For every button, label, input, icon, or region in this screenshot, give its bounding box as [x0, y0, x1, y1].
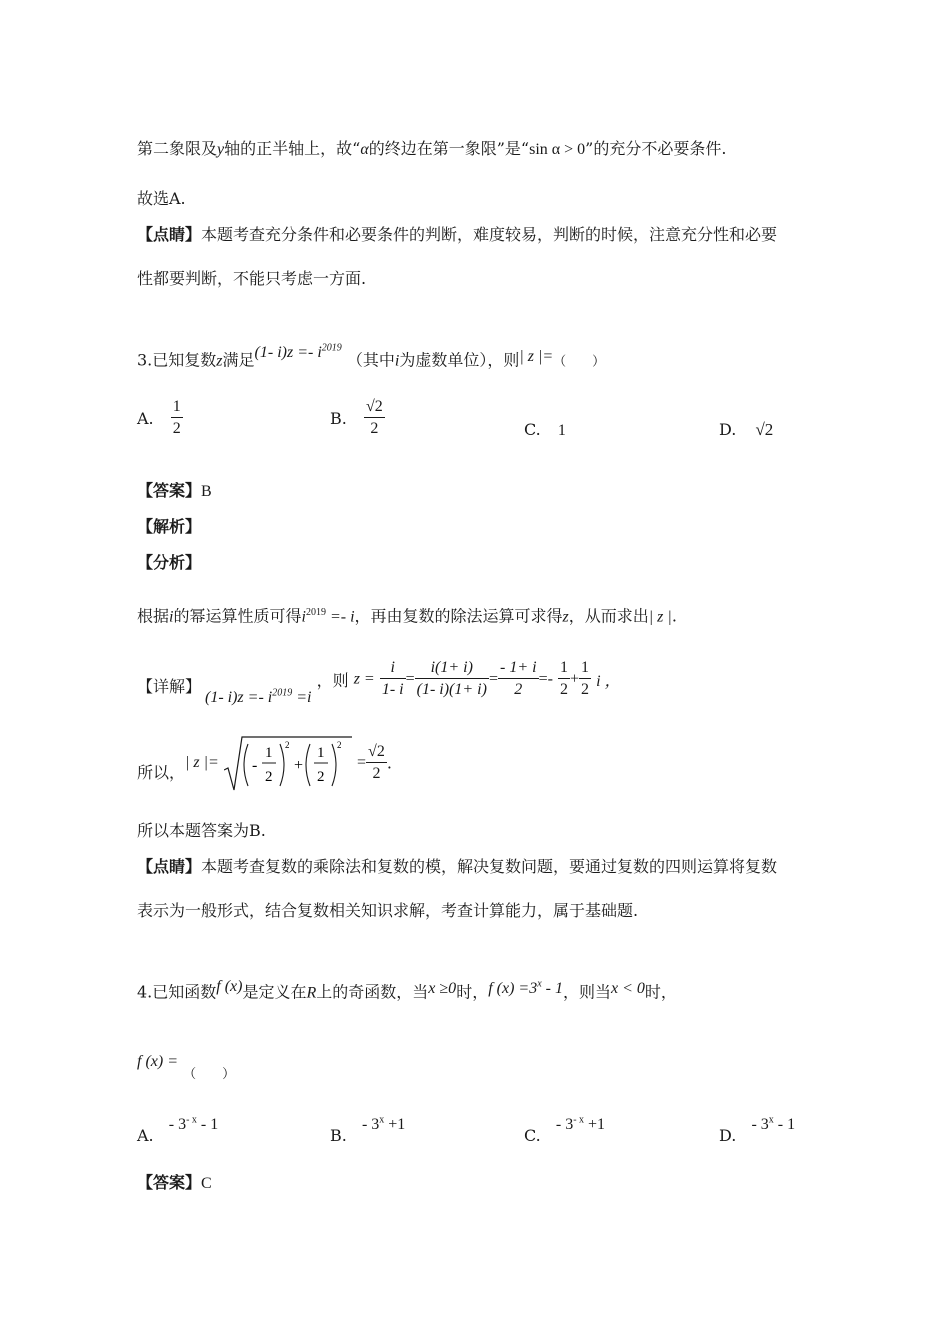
math-expr: x ≥0	[428, 980, 457, 998]
denominator: 2	[171, 417, 183, 440]
denominator: 2	[579, 678, 591, 701]
math-exponent: x	[537, 979, 542, 990]
svg-text:2: 2	[284, 740, 290, 750]
option-a	[137, 1114, 219, 1145]
math-expr	[255, 344, 342, 361]
text: 为虚数单位），则	[399, 350, 520, 370]
option-value	[556, 1116, 605, 1133]
text: 4.已知函数	[137, 982, 217, 1002]
answer-label: 【答案】	[137, 1173, 202, 1192]
math-expr: | z |=	[185, 754, 219, 771]
answer-label: 【答案】	[137, 481, 202, 500]
option-c	[524, 420, 566, 440]
sqrt-radical-icon	[224, 734, 352, 792]
math-exponent: 2019	[305, 607, 326, 618]
math-exponent: x	[379, 1114, 385, 1126]
option-label: C.	[524, 420, 541, 439]
tip-label: 【点睛】	[137, 857, 202, 876]
math-expr: f (x)	[216, 978, 243, 996]
math-text: - 3	[555, 1116, 574, 1133]
answer-paren: （ ）	[183, 1067, 236, 1082]
text: 时，	[644, 982, 677, 1002]
svg-text:+: +	[293, 757, 303, 774]
answer-line	[137, 1172, 212, 1195]
numerator: 1	[172, 398, 181, 415]
denominator: 2	[498, 678, 539, 701]
option-value	[169, 1116, 219, 1133]
math-var: i	[301, 608, 306, 626]
tip-line	[137, 224, 777, 246]
option-label: B.	[330, 1126, 347, 1145]
numerator: - 1+ i	[499, 659, 537, 676]
denominator: 2	[366, 762, 387, 785]
tip-line	[137, 856, 777, 878]
math-expr: z =	[353, 670, 375, 688]
numerator: 1	[581, 659, 590, 676]
denominator: 2	[558, 678, 570, 701]
denominator: 1- i	[380, 678, 406, 701]
modulus-equation: | z |= - 1 2 2 + 1 2 2 = $\frac{√2}{2}$ .	[185, 734, 392, 792]
text: ，再由复数的除法运算可求得	[354, 606, 563, 626]
tip-line-2: 性都要判断，不能只考虑一方面.	[137, 269, 367, 288]
numerator: i	[390, 659, 395, 676]
question-4-stem	[137, 978, 677, 1004]
math-op: =-	[538, 670, 553, 688]
text: 时，	[456, 982, 489, 1002]
text: ”的充分不必要条件.	[585, 139, 727, 158]
tip-line-2: 表示为一般形式，结合复数相关知识求解，考查计算能力，属于基础题.	[137, 901, 639, 920]
numerator: 1	[560, 659, 569, 676]
text: 满足	[222, 350, 255, 370]
answer-summary: 所以本题答案为B.	[137, 821, 266, 840]
text: ，从而求出	[568, 606, 649, 626]
option-label: A.	[137, 409, 154, 428]
numerator: √2	[368, 742, 385, 760]
math-text: f (x) =3	[488, 980, 538, 998]
option-c	[524, 1114, 606, 1145]
option-d	[719, 1114, 796, 1145]
denominator: 2	[364, 417, 385, 440]
numerator: i(1+ i)	[430, 659, 473, 676]
answer-paren: （ ）	[553, 354, 606, 370]
solution-line	[137, 138, 726, 161]
option-value	[751, 1116, 795, 1133]
math-text: +1	[384, 1116, 406, 1133]
math-var: z	[216, 352, 223, 370]
option-label: A.	[137, 1126, 154, 1145]
inner-denominator-2: 2	[316, 769, 325, 785]
math-text: - 1	[541, 980, 563, 998]
math-text: - 3	[751, 1116, 769, 1133]
option-value	[362, 1116, 405, 1133]
math-var: α	[360, 141, 369, 158]
math-var: y	[217, 141, 225, 158]
option-label: D.	[719, 1126, 737, 1145]
text: 根据	[137, 606, 170, 626]
math-var: i	[169, 608, 174, 626]
sqrt-expression	[224, 734, 352, 792]
svg-text:2: 2	[336, 740, 342, 750]
option-d	[719, 420, 773, 440]
math-text: (1- i)z =- i	[254, 344, 322, 362]
math-expr: | z |=	[519, 348, 554, 366]
option-label: D.	[719, 420, 737, 439]
conclusion-line: 故选A.	[137, 189, 186, 208]
math-expr: sin α > 0	[529, 141, 586, 158]
math-text: - 3	[361, 1116, 380, 1133]
answer-line	[137, 480, 212, 503]
math-text: +1	[584, 1116, 606, 1133]
text: 轴的正半轴上，故“	[224, 139, 361, 158]
question-3-stem	[137, 343, 606, 373]
denominator: (1- i)(1+ i)	[415, 678, 489, 701]
fraction	[498, 658, 539, 701]
option-value: √2	[755, 420, 774, 439]
inner-numerator-2: 1	[316, 745, 325, 761]
math-text: (1- i)z =- i	[205, 689, 273, 707]
fraction	[380, 658, 406, 701]
math-exponent: x	[768, 1114, 774, 1126]
svg-text:-: -	[251, 757, 258, 774]
fraction	[558, 658, 570, 701]
analysis-label: 【解析】	[137, 517, 202, 536]
math-exponent: - x	[573, 1114, 585, 1126]
math-text: - 1	[773, 1116, 796, 1133]
answer-value: B	[201, 483, 212, 500]
math-expr: f (x) =	[137, 1053, 178, 1070]
fraction	[366, 742, 387, 785]
answer-value: C	[201, 1175, 212, 1192]
numerator: √2	[365, 398, 383, 415]
option-label: B.	[330, 409, 347, 428]
tip-text: 本题考查复数的乘除法和复数的模，解决复数问题，要通过复数的四则运算将复数	[201, 857, 778, 876]
option-value: 1	[557, 422, 566, 439]
math-text: - 3	[168, 1116, 187, 1133]
tip-label: 【点睛】	[137, 225, 202, 244]
math-text: i ，	[596, 673, 621, 690]
option-a	[137, 397, 183, 440]
math-var: R	[306, 984, 317, 1002]
text: 的终边在第一象限”是“	[368, 139, 530, 158]
fraction	[171, 397, 183, 440]
text: ，则当	[562, 982, 611, 1002]
math-expr: | z |	[648, 608, 672, 626]
option-b	[330, 397, 385, 440]
text: 3.已知复数	[137, 350, 217, 370]
math-expr: =- i	[325, 608, 355, 626]
text: ，则	[316, 671, 349, 690]
fraction	[364, 397, 385, 440]
math-expr	[488, 980, 563, 997]
inner-denominator-1: 2	[264, 769, 273, 785]
so-label: 所以，	[137, 763, 186, 782]
fenxi-line	[137, 602, 677, 628]
math-exponent: - x	[186, 1114, 197, 1126]
math-op: +	[570, 670, 580, 688]
math-expr: x < 0	[611, 980, 645, 998]
text: 上的奇函数，当	[316, 982, 429, 1002]
math-text: =i	[292, 689, 312, 707]
tip-text: 本题考查充分条件和必要条件的判断，难度较易，判断的时候，注意充分性和必要	[201, 225, 778, 244]
detail-label: 【详解】	[137, 677, 202, 696]
text: 的幂运算性质可得	[173, 606, 302, 626]
text: .	[671, 606, 677, 626]
text: 是定义在	[242, 982, 307, 1002]
math-text: - 1	[196, 1116, 219, 1133]
math-var: i	[394, 352, 400, 370]
option-b	[330, 1114, 406, 1145]
inner-numerator-1: 1	[264, 745, 273, 761]
fraction	[415, 658, 489, 701]
text: 第二象限及	[137, 139, 218, 158]
math-expr	[205, 689, 311, 706]
math-var: z	[562, 608, 569, 626]
math-exponent: 2019	[272, 687, 293, 699]
text: （其中	[346, 350, 395, 370]
option-label: C.	[524, 1126, 541, 1145]
fenxi-label: 【分析】	[137, 553, 202, 572]
math-exponent: 2019	[321, 343, 342, 354]
detail-equation: (1- $i)z =- i^{2019} =i$ ，则 z = $\frac{i}{1- i}$ = $\frac{i(1+ i)}{(1- i)(1+ i)}$ = $\frac{- 1+ i}{2}$ =- $\frac{1}{2}$ + $\frac{1}{2}$ i ，	[205, 659, 621, 707]
question-4-line-2	[137, 1050, 236, 1082]
fraction	[579, 658, 591, 701]
